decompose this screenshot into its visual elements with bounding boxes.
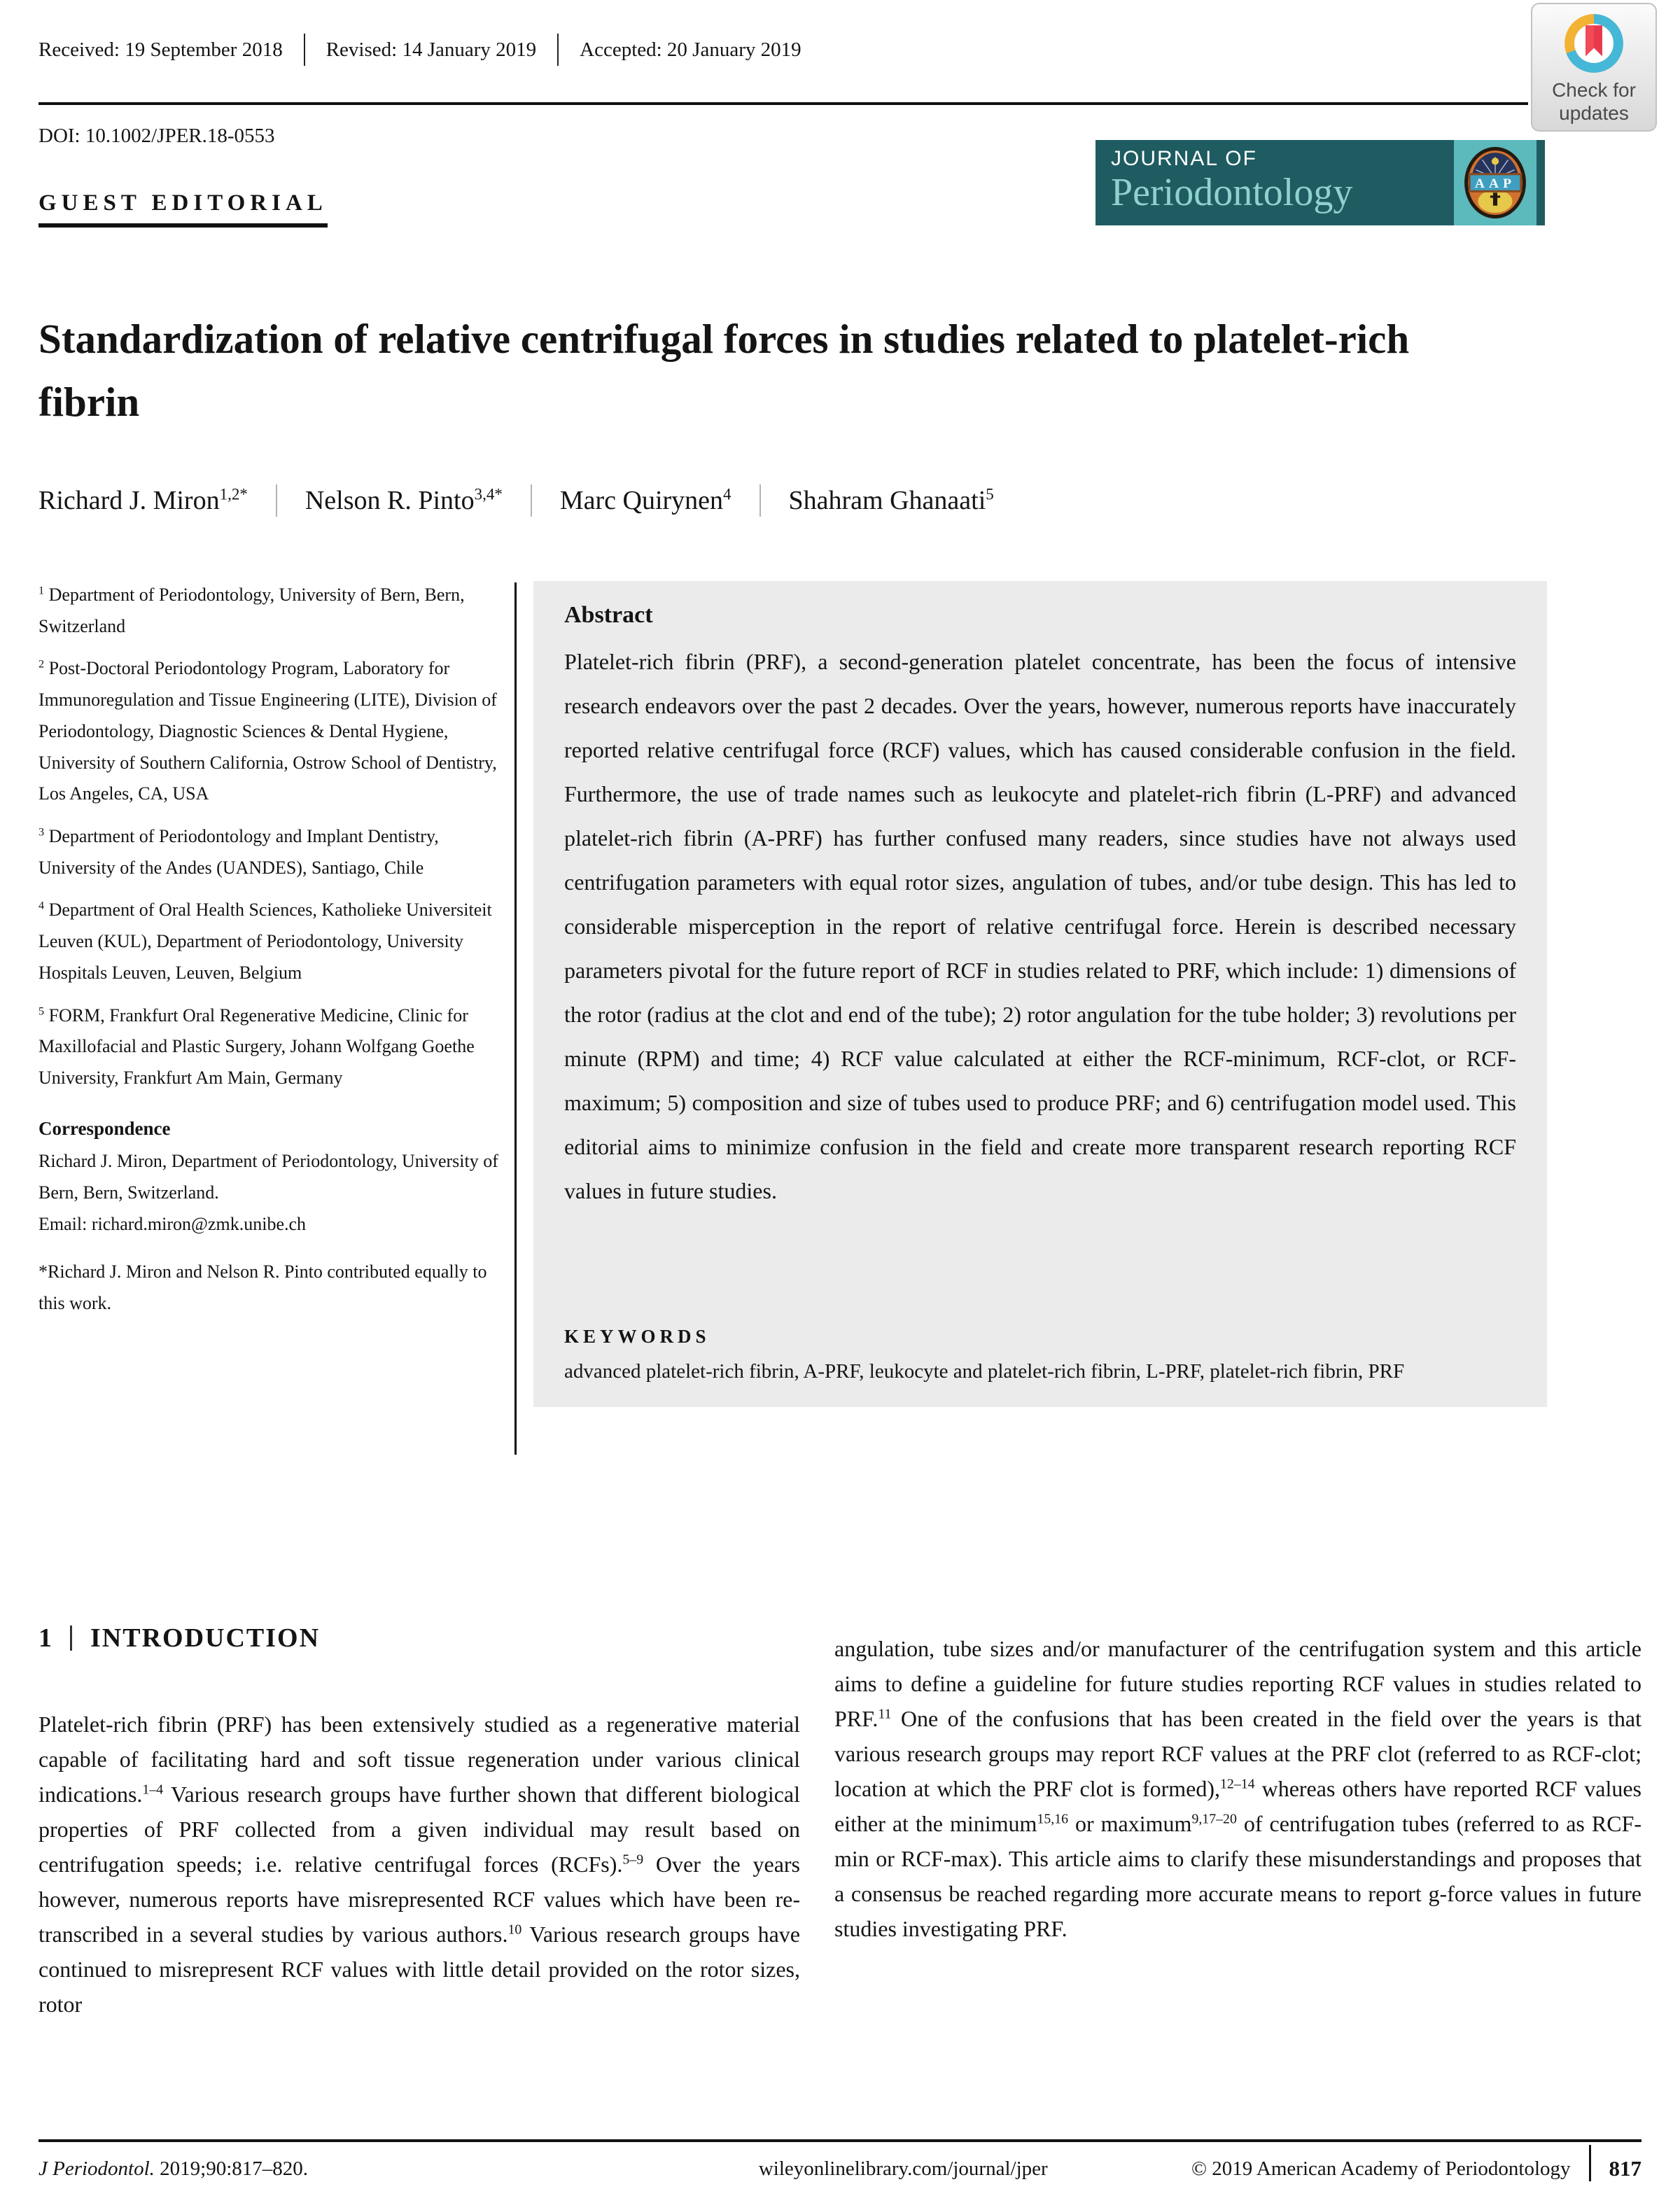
received-date: Received: 19 September 2018 — [38, 38, 283, 61]
author-separator — [276, 484, 277, 517]
introduction-column-1: Platelet-rich fibrin (PRF) has been extensively studied as a regenerative material capable of facilitating hard and soft tissue regeneration under various clinical indications.$^{1-4}$ Various research groups have further shown that different biological properties of PRF collected from a given individual may result based on centrifugation speeds; i.e. relative centrifugal forces (RCFs).$^{5-9}$ Over the years however, numerous reports have misrepresented RCF values which have been re-transcribed in a several studies by various authors.$^{10}$ Various research groups have continued to misrepresent RCF values with little detail provided on the rotor sizes, rotor — [38, 1712, 801, 2017]
authors-row — [38, 484, 994, 517]
affiliation-item: $^4$ Department of Oral Health Sciences, Katholieke Universiteit Leuven (KUL), Department of Periodontology, University Hospitals Leuven, Leuven, Belgium — [38, 900, 492, 983]
footer-url[interactable]: wileyonlinelibrary.com/journal/jper — [758, 2157, 1048, 2180]
revised-date: Revised: 14 January 2019 — [326, 38, 537, 61]
affiliation-item: $^3$ Department of Periodontology and Implant Dentistry, University of the Andes (UANDES), Santiago, Chile — [38, 826, 439, 878]
correspondence-heading: Correspondence — [38, 1117, 171, 1139]
masthead-dates — [38, 34, 802, 66]
accepted-date: Accepted: 20 January 2019 — [580, 38, 802, 61]
crossmark-icon — [1562, 11, 1626, 76]
footer-right — [1191, 2150, 1642, 2187]
affiliation-item: $^1$ Department of Periodontology, University of Bern, Bern, Switzerland — [38, 585, 465, 636]
footer-copyright: © 2019 American Academy of Periodontology — [1191, 2157, 1571, 2180]
footer — [38, 2150, 1642, 2187]
footer-divider — [1589, 2145, 1591, 2181]
abstract-box — [533, 581, 1547, 1407]
author-separator — [531, 484, 532, 517]
introduction-heading — [38, 1623, 320, 1653]
equal-contribution-note: *Richard J. Miron and Nelson R. Pinto contributed equally to this work. — [38, 1261, 487, 1314]
author-name: Shahram Ghanaati$^5$ — [788, 485, 994, 515]
divider — [557, 34, 559, 66]
affiliations-column — [38, 580, 500, 1320]
page-number: 817 — [1609, 2156, 1642, 2181]
correspondence-address: Richard J. Miron, Department of Periodontology, University of Bern, Bern, Switzerland. — [38, 1151, 498, 1203]
abstract-heading: Abstract — [564, 602, 653, 628]
affiliations-list — [38, 580, 500, 1094]
journal-banner — [1096, 140, 1545, 225]
heading-divider — [70, 1625, 72, 1651]
footer-rule — [38, 2139, 1642, 2142]
affiliation-item: $^2$ Post-Doctoral Periodontology Program, Laboratory for Immunoregulation and Tissue Engineering (LITE), Division of Periodontology, Diagnostic Sciences & Dental Hygiene, University of Southern California, Ostrow School of Dentistry, Los Angeles, CA, USA — [38, 658, 497, 804]
footer-citation-rest: 2019;90:817–820. — [154, 2157, 309, 2180]
journal-banner-kicker: JOURNAL OF — [1111, 147, 1257, 170]
check-for-updates-button[interactable] — [1531, 3, 1657, 132]
keywords-heading: KEYWORDS — [564, 1326, 710, 1347]
footer-journal-name: J Periodontol. — [38, 2157, 155, 2180]
correspondence-body — [38, 1146, 500, 1240]
keywords-block — [564, 1326, 1516, 1383]
check-badge-line1: Check for — [1552, 79, 1636, 101]
abstract-text: Platelet-rich fibrin (PRF), a second-generation platelet concentrate, has been the focus of intensive research endeavors over the past 2 decades. Over the years, however, numerous reports have inaccurately reported relative centrifugal force (RCF) values, which has caused considerable confusion in the field. Furthermore, the use of trade names such as leukocyte and platelet-rich fibrin (L-PRF) and advanced platelet-rich fibrin (A-PRF) has further confused many readers, since studies have not always used centrifugation parameters with equal rotor sizes, angulation of tubes, and/or tube design. This has led to considerable misperception in the report of relative centrifugal force. Herein is described necessary parameters pivotal for the future report of RCF in studies related to PRF, which include: 1) dimensions of the rotor (radius at the clot and end of the tube); 2) rotor angulation for the tube holder; 3) revolutions per minute (RPM) and time; 4) RCF value calculated at either the RCF-minimum, RCF-clot, or RCF-maximum; 5) composition and size of tubes used to produce PRF; and 6) centrifugation model used. This editorial aims to minimize confusion in the field and create more transparent research reporting RCF values in future studies. — [564, 649, 1516, 1203]
author-separator — [760, 484, 761, 517]
section-label: GUEST EDITORIAL — [38, 190, 328, 228]
keywords-text: advanced platelet-rich fibrin, A-PRF, leukocyte and platelet-rich fibrin, L-PRF, platelet-rich fibrin, PRF — [564, 1360, 1405, 1383]
divider — [304, 34, 305, 66]
journal-banner-text — [1096, 140, 1454, 225]
doi-text: DOI: 10.1002/JPER.18-0553 — [38, 125, 275, 147]
check-badge-line2: updates — [1559, 102, 1629, 124]
svg-text:AAP: AAP — [1474, 176, 1516, 192]
aap-seal-box — [1454, 140, 1536, 225]
article-title: Standardization of relative centrifugal forces in studies related to platelet-rich fibrin — [38, 316, 1410, 425]
footer-citation — [38, 2157, 615, 2181]
affiliation-item: $^5$ FORM, Frankfurt Oral Regenerative Medicine, Clinic for Maxillofacial and Plastic Surgery, Johann Wolfgang Goethe University, Frankfurt Am Main, Germany — [38, 1005, 475, 1089]
correspondence-email: Email: richard.miron@zmk.unibe.ch — [38, 1213, 307, 1234]
section-title: INTRODUCTION — [90, 1623, 321, 1653]
column-divider — [514, 582, 517, 1455]
author-name: Richard J. Miron$^{1,2*}$ — [38, 485, 248, 515]
banner-edge — [1536, 140, 1545, 225]
introduction-column-2: angulation, tube sizes and/or manufacturer of the centrifugation system and this article aims to define a guideline for future studies reporting RCF values in studies related to PRF.$^{11}$ One of the confusions that has been created in the field over the years is that various research groups may report RCF values at the PRF clot (referred to as RCF-clot; location at which the PRF clot is formed),$^{12-14}$ whereas others have reported RCF values either at the minimum$^{15,16}$ or maximum$^{9,17-20}$ of centrifugation tubes (referred to as RCF-min or RCF-max). This article aims to clarify these misunderstandings and proposes that a consensus be reached regarding more accurate means to report g-force values in future studies investigating PRF. — [834, 1636, 1642, 1941]
section-number: 1 — [38, 1623, 52, 1653]
author-name: Nelson R. Pinto$^{3,4*}$ — [304, 485, 503, 515]
aap-seal-icon — [1463, 145, 1527, 221]
author-name: Marc Quirynen$^4$ — [559, 485, 732, 515]
masthead-rule — [38, 102, 1528, 105]
journal-banner-title: Periodontology — [1111, 171, 1353, 214]
